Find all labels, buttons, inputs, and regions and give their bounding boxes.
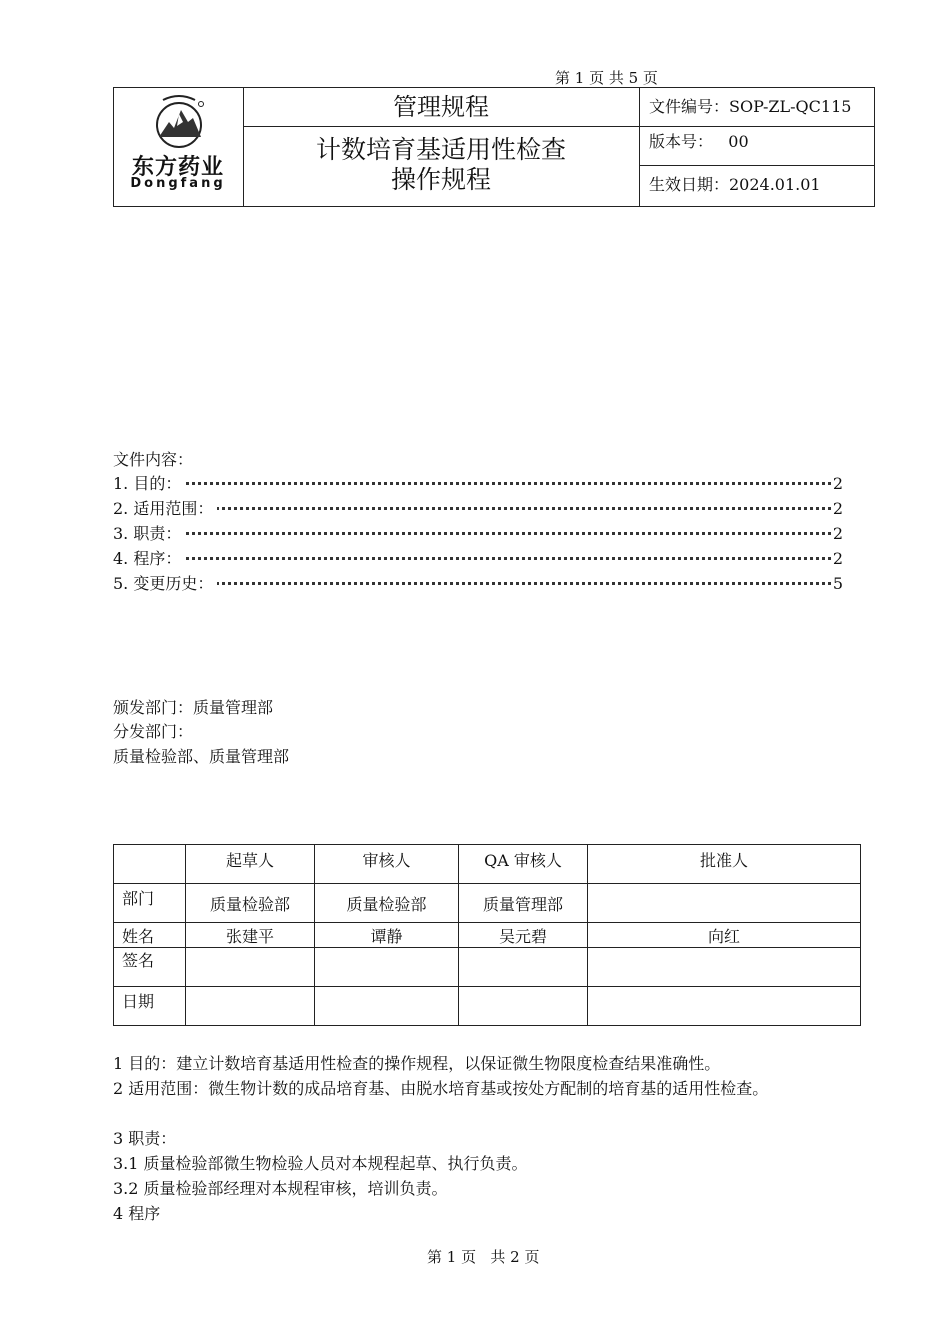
date-cell xyxy=(459,987,588,1026)
leader-dots xyxy=(113,557,843,560)
table-row xyxy=(114,923,861,948)
row-label: 日期 xyxy=(114,987,186,1026)
page-counter-bottom: 第 1 页 共 2 页 xyxy=(427,1248,540,1266)
toc-item-label: 3. 职责： xyxy=(113,522,185,546)
scope-paragraph: 2 适用范围：微生物计数的成品培育基、由脱水培育基或按处方配制的培育基的适用性检查。 xyxy=(113,1079,769,1098)
leader-dots xyxy=(113,482,843,485)
document-category: 管理规程 xyxy=(243,88,639,127)
toc-item-page: 2 xyxy=(831,497,843,521)
toc-item-label: 5. 变更历史： xyxy=(113,572,217,596)
responsibility-item-1: 3.1 质量检验部微生物检验人员对本规程起草、执行负责。 xyxy=(113,1154,528,1173)
toc-item-label: 1. 目的： xyxy=(113,472,185,496)
table-row xyxy=(114,948,861,987)
page-counter-top: 第 1 页 共 5 页 xyxy=(555,69,658,87)
responsibility-item-2: 3.2 质量检验部经理对本规程审核，培训负责。 xyxy=(113,1179,448,1198)
leader-dots xyxy=(113,507,843,510)
title-line-1: 计数培育基适用性检查 xyxy=(315,135,566,164)
table-row xyxy=(114,884,861,923)
procedure-heading: 4 程序 xyxy=(113,1204,161,1223)
date-cell xyxy=(315,987,459,1026)
signature-cell xyxy=(459,948,588,987)
row-label: 部门 xyxy=(114,884,186,923)
row-label: 签名 xyxy=(114,948,186,987)
leader-dots xyxy=(113,532,843,535)
toc-item[interactable] xyxy=(113,547,843,571)
document-title xyxy=(243,135,639,195)
title-line-2: 操作规程 xyxy=(390,165,491,194)
version-number: 版本号： 00 xyxy=(639,127,874,166)
effective-date: 生效日期：2024.01.01 xyxy=(649,175,821,194)
toc-item[interactable] xyxy=(113,522,843,546)
table-row xyxy=(114,987,861,1026)
distribution-label: 分发部门： xyxy=(113,722,194,741)
date-cell xyxy=(588,987,861,1026)
table-header-cell: 审核人 xyxy=(315,845,459,884)
signature-cell xyxy=(315,948,459,987)
table-cell: 质量管理部 xyxy=(459,884,588,923)
logo-chinese-text: 东方药业 xyxy=(131,155,224,180)
toc-item-page: 2 xyxy=(831,522,843,546)
signature-cell xyxy=(186,948,315,987)
table-cell: 向红 xyxy=(588,923,861,948)
toc-heading: 文件内容： xyxy=(113,450,194,469)
company-logo xyxy=(114,88,244,206)
toc-item-page: 5 xyxy=(831,572,843,596)
document-header-table xyxy=(113,87,875,207)
toc-item[interactable] xyxy=(113,497,843,521)
toc-item[interactable] xyxy=(113,472,843,496)
table-header-cell: 批准人 xyxy=(588,845,861,884)
table-cell: 质量检验部 xyxy=(315,884,459,923)
logo-english-text: Dongfang xyxy=(130,176,226,191)
toc-item[interactable] xyxy=(113,572,843,596)
document-number: 文件编号：SOP-ZL-QC115 xyxy=(639,88,874,127)
leader-dots xyxy=(113,582,843,585)
toc-item-label: 4. 程序： xyxy=(113,547,185,571)
table-header-cell xyxy=(114,845,186,884)
table-cell: 谭静 xyxy=(315,923,459,948)
signature-cell xyxy=(588,948,861,987)
mountain-emblem-icon xyxy=(141,92,217,150)
distribution-departments: 质量检验部、质量管理部 xyxy=(113,747,290,766)
toc-item-page: 2 xyxy=(831,547,843,571)
purpose-paragraph: 1 目的：建立计数培育基适用性检查的操作规程，以保证微生物限度检查结果准确性。 xyxy=(113,1054,721,1073)
issue-department: 颁发部门：质量管理部 xyxy=(113,698,274,717)
table-header-cell: QA 审核人 xyxy=(459,845,588,884)
responsibility-heading: 3 职责： xyxy=(113,1129,177,1148)
table-cell: 质量检验部 xyxy=(186,884,315,923)
date-cell xyxy=(186,987,315,1026)
toc-item-label: 2. 适用范围： xyxy=(113,497,217,521)
row-label: 姓名 xyxy=(114,923,186,948)
table-cell: 吴元碧 xyxy=(459,923,588,948)
table-header-cell: 起草人 xyxy=(186,845,315,884)
table-cell: 张建平 xyxy=(186,923,315,948)
approval-table xyxy=(113,844,861,1026)
table-cell xyxy=(588,884,861,923)
toc-item-page: 2 xyxy=(831,472,843,496)
